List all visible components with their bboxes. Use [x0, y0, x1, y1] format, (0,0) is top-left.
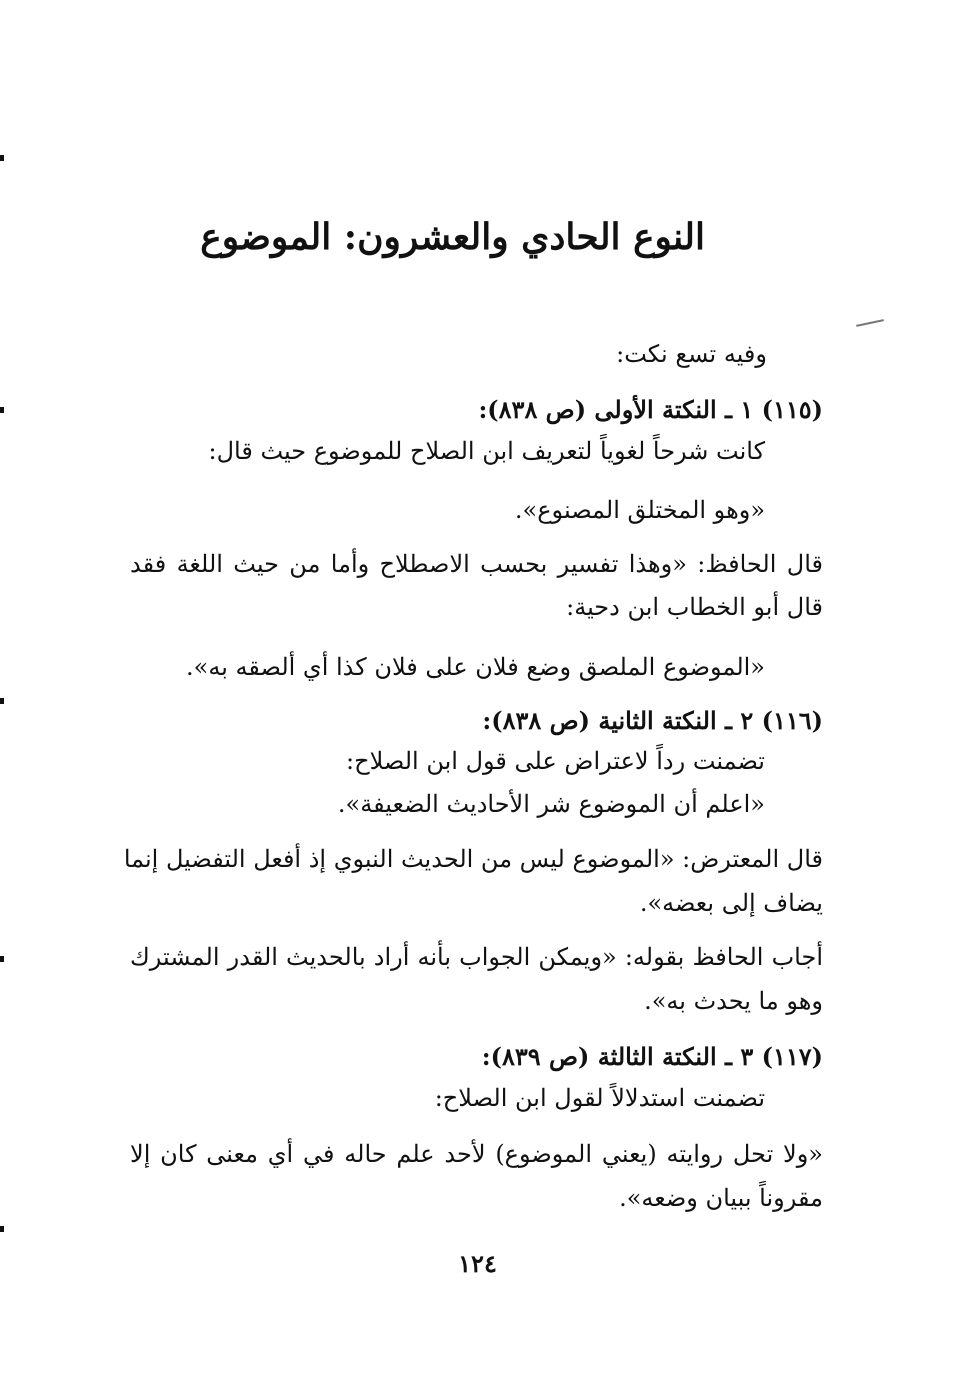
chapter-title: النوع الحادي والعشرون: الموضوع [200, 216, 705, 258]
paragraph-line: أجاب الحافظ بقوله: «ويمكن الجواب بأنه أراد بالحديث القدر المشترك [130, 943, 823, 971]
section-heading: (١١٥) ١ ـ النكتة الأولى (ص ٨٣٨): [478, 395, 823, 424]
paragraph-line: يضاف إلى بعضه». [639, 889, 823, 917]
paragraph-line: وهو ما يحدث به». [644, 987, 823, 1015]
margin-mark [0, 155, 4, 161]
section-heading: (١١٧) ٣ ـ النكتة الثالثة (ص ٨٣٩): [481, 1042, 823, 1071]
section-heading: (١١٦) ٢ ـ النكتة الثانية (ص ٨٣٨): [482, 706, 823, 735]
margin-mark [0, 698, 4, 704]
quote-line: مقروناً ببيان وضعه». [619, 1184, 823, 1212]
margin-mark [0, 1226, 4, 1232]
quote-line: «ولا تحل روايته (يعني الموضوع) لأحد علم حاله في أي معنى كان إلا [130, 1140, 823, 1168]
quote-line: «اعلم أن الموضوع شر الأحاديث الضعيفة». [337, 790, 765, 818]
quote-line: «الموضوع الملصق وضع فلان على فلان كذا أي ألصقه به». [186, 653, 765, 681]
margin-mark [0, 407, 4, 413]
margin-stroke [856, 319, 884, 327]
intro-text: وفيه تسع نكت: [616, 340, 767, 368]
paragraph-line: تضمنت استدلالاً لقول ابن الصلاح: [434, 1084, 765, 1112]
paragraph-line: قال الحافظ: «وهذا تفسير بحسب الاصطلاح وأما من حيث اللغة فقد [130, 550, 823, 578]
margin-mark [0, 956, 4, 962]
paragraph-line: تضمنت رداً لاعتراض على قول ابن الصلاح: [346, 747, 765, 775]
page-number: ١٢٤ [458, 1249, 497, 1278]
quote-line: «وهو المختلق المصنوع». [514, 496, 765, 524]
paragraph-line: قال المعترض: «الموضوع ليس من الحديث النبوي إذ أفعل التفضيل إنما [123, 845, 823, 873]
paragraph-line: قال أبو الخطاب ابن دحية: [566, 593, 823, 621]
paragraph-line: كانت شرحاً لغوياً لتعريف ابن الصلاح للموضوع حيث قال: [208, 437, 765, 465]
